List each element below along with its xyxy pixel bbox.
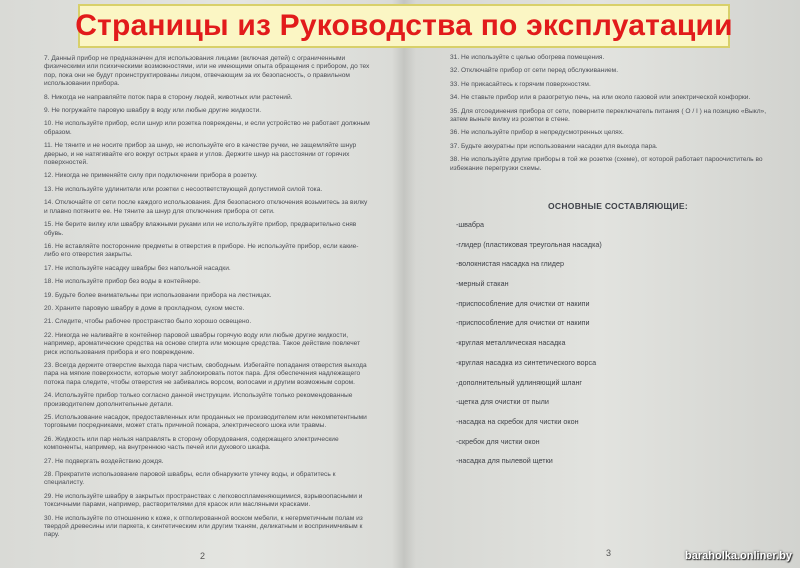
manual-item: 15. Не берите вилку или швабру влажными руками или не используйте прибор, предварительно сняв обувь.	[44, 221, 357, 237]
component-item: -насадка на скребок для чистки окон	[456, 416, 579, 426]
component-item: -глидер (пластиковая треугольная насадка)	[456, 239, 602, 249]
components-list	[456, 220, 776, 476]
manual-item: 33. Не прикасайтесь к горячим поверхностям.	[450, 80, 591, 88]
title-banner	[75, 4, 733, 48]
manual-item: 24. Используйте прибор только согласно данной инструкции. Используйте только рекомендованные производителем дополнительные детали.	[44, 392, 353, 408]
component-item: -швабра	[456, 220, 485, 229]
component-item: -дополнительный удлиняющий шланг	[456, 377, 583, 387]
manual-item: 37. Будьте аккуратны при использовании насадки для выхода пара.	[450, 142, 658, 150]
manual-item: 18. Не используйте прибор без воды в контейнере.	[44, 278, 201, 286]
manual-item: 11. Не тяните и не носите прибор за шнур, не используйте его в качестве ручки, не защемляйте шнур дверью, и не натягивайте его вокруг острых краев и углов. Держите шнур на расстоянии от горячих поверхностей.	[44, 142, 357, 167]
component-item: -приспособление для очистки от накипи	[456, 318, 590, 328]
manual-item: 27. Не подвергать воздействию дождя.	[44, 457, 164, 465]
manual-item: 13. Не используйте удлинители или розетки с несоответствующей допустимой силой тока.	[44, 185, 323, 193]
component-item: -приспособление для очистки от накипи	[456, 298, 590, 308]
manual-item: 35. Для отсоединения прибора от сети, поверните переключатель питания ( O / I ) на позицию «Выкл», затем выньте вилку из розетки в стене.	[450, 107, 767, 124]
component-item: -скребок для чистки окон	[456, 436, 540, 446]
site-watermark: baraholka.onliner.by	[685, 550, 792, 562]
manual-item: 17. Не используйте насадку швабры без напольной насадки.	[44, 264, 231, 272]
component-item: -щетка для очистки от пыли	[456, 397, 549, 407]
manual-item: 29. Не используйте швабру в закрытых пространствах с легковоспламеняющимися, взрывоопасными и токсичными парами, например, растворителями для красок или масляными красками.	[44, 492, 363, 509]
manual-item: 14. Отключайте от сети после каждого использования. Для безопасного отключения возьмитесь за вилку и плавно потяните ее. Не тяните за шнур для отключения прибора от сети.	[44, 199, 368, 215]
manual-item: 10. Не используйте прибор, если шнур или розетка повреждены, и если устройство не работает должным образом.	[44, 120, 370, 136]
manual-item: 34. Не ставьте прибор или в разогретую печь, на или около газовой или электрической конфорки.	[450, 94, 751, 102]
manual-item: 12. Никогда не применяйте силу при подключении прибора в розетку.	[44, 172, 258, 180]
manual-item: 9. Не погружайте паровую швабру в воду или любые другие жидкости.	[44, 107, 262, 115]
component-item: -круглая насадка из синтетического ворса	[456, 357, 597, 367]
banner-title: Страницы из Руководства по эксплуатации	[75, 9, 733, 42]
manual-item: 25. Использование насадок, предоставленных или проданных не производителем или некомпетентными торговыми посредниками, может стать причиной пожара, электрического шока или травмы.	[44, 414, 367, 430]
manual-item: 28. Прекратите использование паровой швабры, если обнаружите утечку воды, и обратитесь к специалисту.	[44, 471, 336, 487]
right-page-text	[450, 54, 770, 178]
left-page-text	[44, 55, 372, 545]
manual-item: 38. Не используйте другие приборы в той же розетке (схеме), от которой работает пароочиститель во избежание перегрузки схемы.	[450, 156, 763, 172]
manual-item: 30. Не используйте по отношению к коже, к отполированной воском мебели, к негерметичным полам из твердой древесины или паркета, к синтетическим или другим тканям, деликатным и воспринимчивым к пару.	[44, 514, 363, 539]
manual-item: 20. Храните паровую швабру в доме в прохладном, сухом месте.	[44, 304, 245, 312]
page-number-right: 3	[606, 548, 612, 558]
manual-item: 16. Не вставляйте посторонние предметы в отверстия в приборе. Не используйте прибор, если какие-либо его отверстия закрыты.	[44, 242, 359, 259]
component-item: -волокнистая насадка на глидер	[456, 259, 564, 269]
manual-item: 19. Будьте более внимательны при использовании прибора на лестницах.	[44, 291, 272, 299]
component-item: -круглая металлическая насадка	[456, 338, 566, 348]
manual-item: 26. Жидкость или пар нельзя направлять в сторону оборудования, содержащего электрические компоненты, например, на внутреннюю часть печей или духового шкафа.	[44, 435, 339, 452]
manual-item: 32. Отключайте прибор от сети перед обслуживанием.	[450, 67, 619, 75]
components-heading: ОСНОВНЫЕ СОСТАВЛЯЮЩИЕ:	[548, 201, 689, 211]
component-item: -насадка для пылевой щетки	[456, 456, 553, 466]
manual-item: 8. Никогда не направляйте поток пара в сторону людей, животных или растений.	[44, 93, 293, 101]
component-item: -мерный стакан	[456, 279, 509, 289]
page-number-left: 2	[200, 551, 206, 561]
manual-item: 22. Никогда не наливайте в контейнер паровой швабры горячую воду или любые другие жидкости, например, ароматические средства на основе спирта или моющие средства. Такое действие повлечет риск использования прибора и его повреждение.	[44, 331, 361, 356]
manual-item: 7. Данный прибор не предназначен для использования лицами (включая детей) с ограниченными физическими или психическими возможностями, или не имеющими опыта обращения с прибором, до тех пор, пока они не будут проинструктированы лицом, отвечающим за их безопасность, о правильном использовании прибора.	[44, 55, 370, 88]
manual-item: 21. Следите, чтобы рабочее пространство было хорошо освещено.	[44, 318, 252, 326]
manual-item: 31. Не используйте с целью обогрева помещения.	[450, 54, 605, 61]
manual-item: 23. Всегда держите отверстие выхода пара чистым, свободным. Избегайте попадания отверстия выхода пара на мягкие поверхности, которые могут заблокировать поток пара. Для обеспечения надлежащего потока пара следите, чтобы отверстия не забивались ворсом, волосами и другим возможным сором.	[44, 361, 367, 386]
manual-item: 36. Не используйте прибор в непредусмотренных целях.	[450, 129, 624, 137]
